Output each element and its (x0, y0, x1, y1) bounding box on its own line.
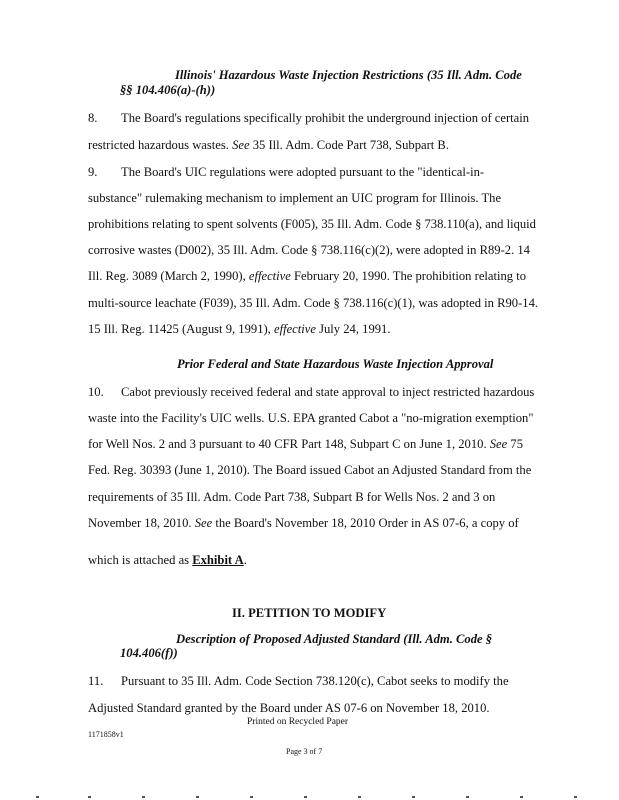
scan-speck (466, 796, 469, 798)
paragraph-10-line: Fed. Reg. 30393 (June 1, 2010). The Board issued Cabot an Adjusted Standard from the (88, 463, 532, 477)
paragraph-10-line: Cabot previously received federal and state approval to inject restricted hazardous (121, 385, 535, 399)
paragraph-10-line: which is attached as Exhibit A. (88, 553, 247, 567)
paragraph-10-line: for Well Nos. 2 and 3 pursuant to 40 CFR Part 148, Subpart C on June 1, 2010. See 75 (88, 437, 523, 451)
paragraph-9-line: Ill. Reg. 3089 (March 2, 1990), effective February 20, 1990. The prohibition relating to (88, 269, 527, 283)
paragraph-10-line: requirements of 35 Ill. Adm. Code Part 738, Subpart B for Wells Nos. 2 and 3 on (88, 490, 496, 504)
scan-speck (574, 796, 577, 798)
scan-speck (88, 796, 91, 798)
scan-speck (358, 796, 361, 798)
paragraph-number-8: 8. (88, 111, 98, 125)
paragraph-9-line: substance" rulemaking mechanism to implement an UIC program for Illinois. The (88, 191, 502, 205)
paragraph-10-line: waste into the Facility's UIC wells. U.S. EPA granted Cabot a "no-migration exemption" (88, 411, 534, 425)
footer-recycled-note: Printed on Recycled Paper (247, 717, 349, 727)
scan-speck (304, 796, 307, 798)
section-heading-proposed-standard-cont: 104.406(f)) (120, 646, 178, 660)
paragraph-number-10: 10. (88, 385, 104, 399)
scan-speck (250, 796, 253, 798)
paragraph-10-line: November 18, 2010. See the Board's November 18, 2010 Order in AS 07-6, a copy of (88, 516, 519, 530)
paragraph-9-line: corrosive wastes (D002), 35 Ill. Adm. Code § 738.116(c)(2), were adopted in R89-2. 14 (88, 243, 530, 257)
footer-doc-id: 1171858v1 (88, 730, 124, 739)
footer-page-number: Page 3 of 7 (286, 747, 323, 756)
section-heading-injection-restrictions-cont: §§ 104.406(a)-(h)) (120, 83, 216, 97)
paragraph-number-11: 11. (88, 674, 104, 688)
scan-speck (196, 796, 199, 798)
paragraph-9-line: 15 Ill. Reg. 11425 (August 9, 1991), effective July 24, 1991. (88, 322, 391, 336)
paragraph-9-line: The Board's UIC regulations were adopted pursuant to the "identical-in- (121, 165, 485, 179)
section-heading-proposed-standard: Description of Proposed Adjusted Standard (Ill. Adm. Code § (176, 632, 493, 646)
paragraph-8-line: restricted hazardous wastes. See 35 Ill. Adm. Code Part 738, Subpart B. (88, 138, 449, 152)
scan-speck (36, 796, 39, 798)
section-heading-injection-restrictions: Illinois' Hazardous Waste Injection Restrictions (35 Ill. Adm. Code (175, 68, 522, 82)
paragraph-number-9: 9. (88, 165, 98, 179)
paragraph-9-line: multi-source leachate (F039), 35 Ill. Adm. Code § 738.116(c)(1), was adopted in R90-14. (88, 296, 539, 310)
scan-speck (142, 796, 145, 798)
paragraph-11-line: Pursuant to 35 Ill. Adm. Code Section 738.120(c), Cabot seeks to modify the (121, 674, 509, 688)
scan-speck (412, 796, 415, 798)
section-heading-prior-approval: Prior Federal and State Hazardous Waste Injection Approval (177, 357, 494, 371)
paragraph-11-line: Adjusted Standard granted by the Board under AS 07-6 on November 18, 2010. (88, 701, 490, 715)
section-title-petition-to-modify: II. PETITION TO MODIFY (232, 606, 387, 620)
exhibit-a-link[interactable]: Exhibit A (192, 553, 244, 567)
scan-speck (520, 796, 523, 798)
paragraph-8-line: The Board's regulations specifically prohibit the underground injection of certain (121, 111, 530, 125)
paragraph-9-line: prohibitions relating to spent solvents (F005), 35 Ill. Adm. Code § 738.110(a), and liquid (88, 217, 536, 231)
